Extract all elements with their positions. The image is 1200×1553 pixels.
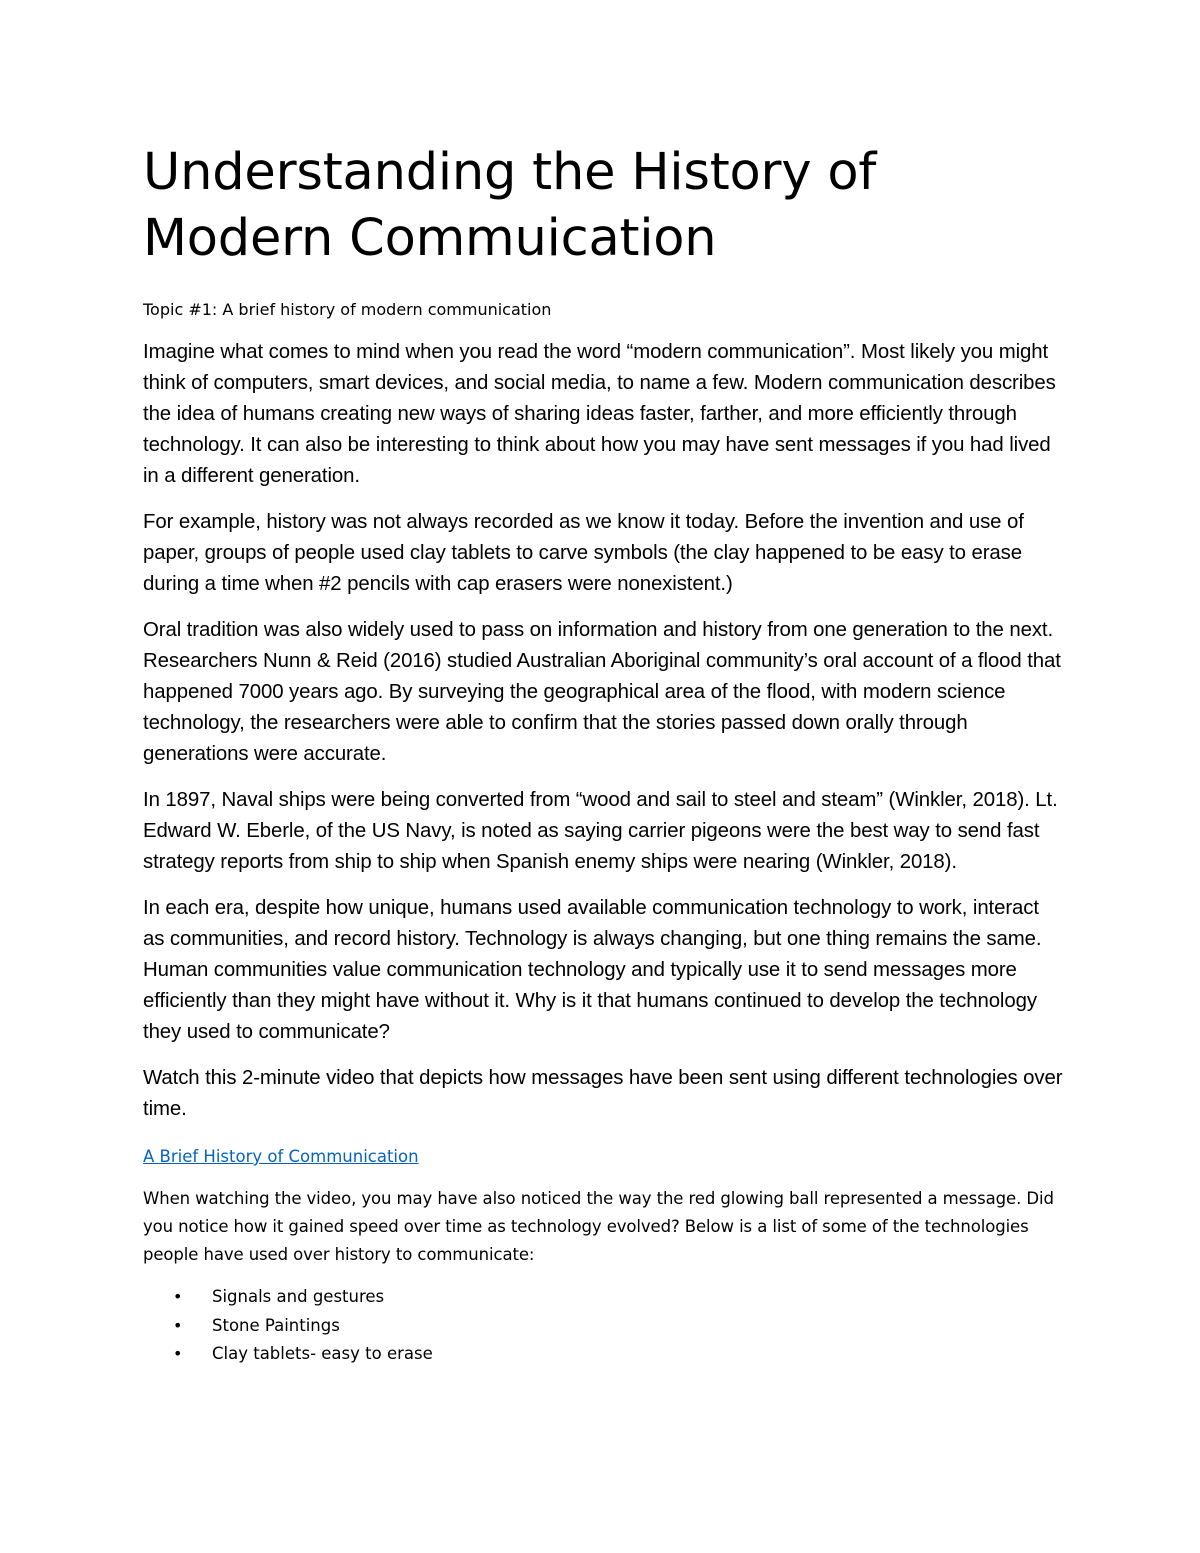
paragraph-watch-video: Watch this 2-minute video that depicts how messages have been sent using different technologies over time.: [143, 1067, 1063, 1120]
topic-heading: Topic #1: A brief history of modern communication: [143, 300, 552, 319]
paragraph-clay-tablets: For example, history was not always recorded as we know it today. Before the invention and use of paper, groups of people used clay tablets to carve symbols (the clay happened to be easy to erase during a time when #2 pencils with cap erasers were nonexistent.): [143, 511, 1024, 595]
list-item: [143, 1340, 1063, 1369]
document-title: Understanding the History of Modern Commuication: [143, 143, 877, 268]
list-item-label: Clay tablets- easy to erase: [212, 1344, 433, 1363]
bullet-icon: •: [173, 1315, 183, 1335]
technology-list: [143, 1283, 1063, 1369]
list-item-label: Stone Paintings: [212, 1315, 340, 1335]
video-link-line: [143, 1143, 1063, 1171]
paragraph-oral-tradition: Oral tradition was also widely used to pass on information and history from one generation to the next. Researchers Nunn & Reid (2016) studied Australian Aboriginal community’s oral account of a flood that happened 7000 years ago. By surveying the geographical area of the flood, with modern science technology, the researchers were able to confirm that the stories passed down orally through generations were accurate.: [143, 619, 1061, 765]
list-item-label: Signals and gestures: [212, 1287, 385, 1306]
list-item: [143, 1312, 1063, 1341]
paragraph-intro: Imagine what comes to mind when you read the word “modern communication”. Most likely you might think of computers, smart devices, and social media, to name a few. Modern communication describes the idea of humans creating new ways of sharing ideas faster, farther, and more efficiently through technology. It can also be interesting to think about how you may have sent messages if you had lived in a different generation.: [143, 341, 1056, 487]
bullet-icon: •: [173, 1287, 183, 1306]
paragraph-closing: When watching the video, you may have also noticed the way the red glowing ball represented a message. Did you notice how it gained speed over time as technology evolved? Below is a list of some of the technologies people have used over history to communicate:: [143, 1189, 1054, 1264]
paragraph-carrier-pigeons: In 1897, Naval ships were being converted from “wood and sail to steel and steam” (Winkler, 2018). Lt. Edward W. Eberle, of the US Navy, is noted as saying carrier pigeons were the best way to send fast strategy reports from ship to ship when Spanish enemy ships were nearing (Winkler, 2018).: [143, 789, 1058, 873]
document-page: [143, 140, 1063, 1369]
list-item: [143, 1283, 1063, 1312]
paragraph-each-era: In each era, despite how unique, humans used available communication technology to work, interact as communities, and record history. Technology is always changing, but one thing remains the same. Human communities value communication technology and typically use it to send messages more efficiently than they might have without it. Why is it that humans continued to develop the technology they used to communicate?: [143, 897, 1042, 1043]
bullet-icon: •: [173, 1344, 183, 1363]
video-link[interactable]: A Brief History of Communication: [143, 1147, 419, 1166]
